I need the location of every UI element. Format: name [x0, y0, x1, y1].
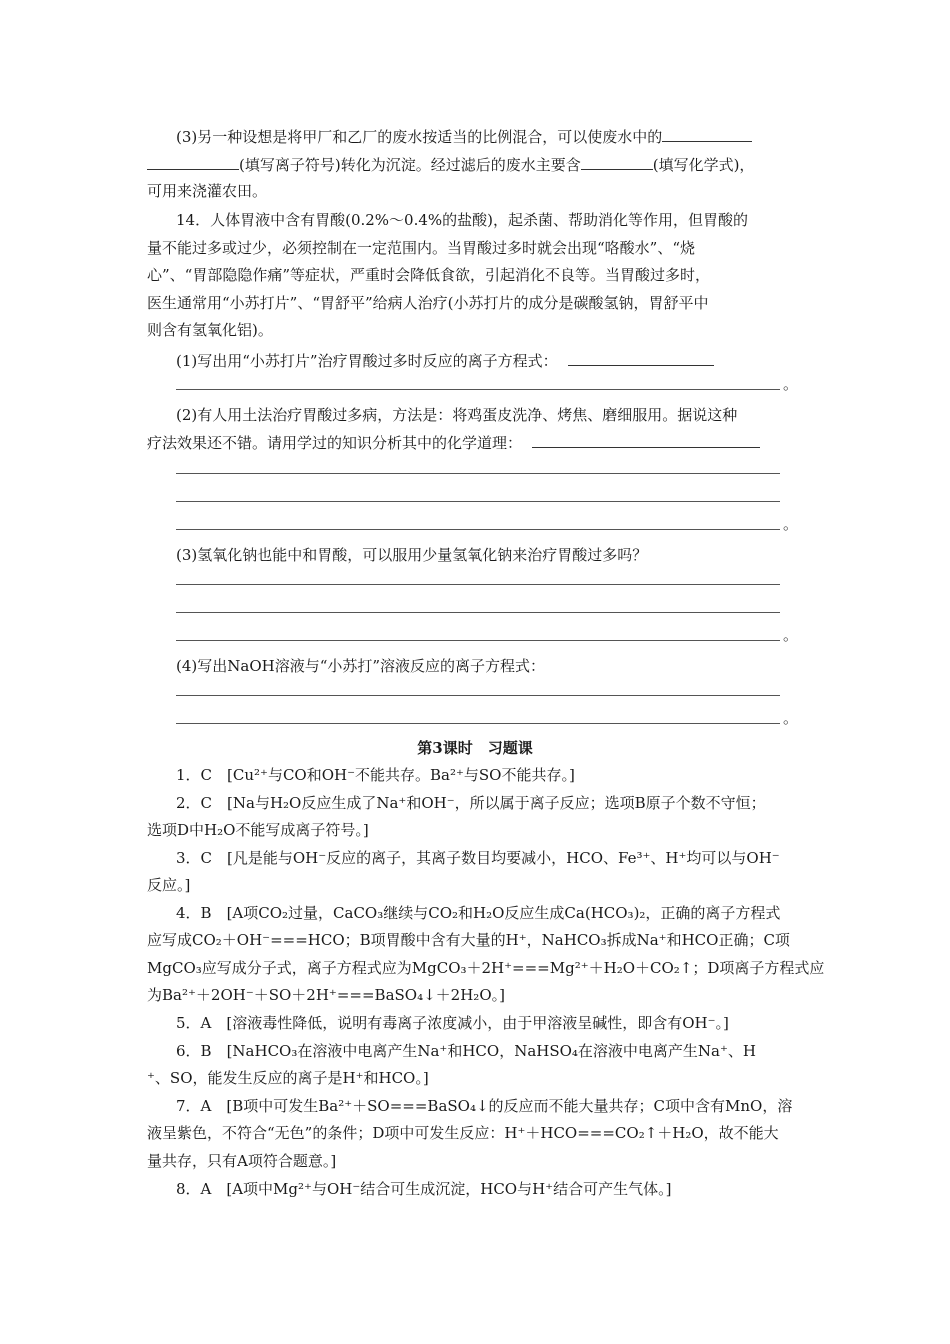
q14-stem-line3: 心”、“胃部隐隐作痛”等症状，严重时会降低食欲，引起消化不良等。当胃酸过多时，	[147, 266, 711, 284]
answer-line[interactable]	[176, 584, 780, 585]
q14-sub2-line2: 疗法效果还不错。请用学过的知识分析其中的化学道理：	[147, 432, 760, 453]
q14-sub4: (4)写出NaOH溶液与“小苏打”溶液反应的离子方程式：	[176, 657, 546, 675]
answer-4-line3: MgCO₃应写成分子式，离子方程式应为MgCO₃＋2H⁺===Mg²⁺＋H₂O＋CO₂↑；D项离子方程式应	[147, 959, 825, 977]
q14-stem-line4: 医生通常用“小苏打片”、“胃舒平”给病人治疗(小苏打片的成分是碳酸氢钠，胃舒平中	[147, 294, 709, 312]
q14-stem-line2: 量不能过多或过少，必须控制在一定范围内。当胃酸过多时就会出现“咯酸水”、“烧	[147, 239, 696, 257]
answer-3-line1: 3．C [凡是能与OH⁻反应的离子，其离子数目均要减小，HCO、Fe³⁺、H⁺均可以与OH⁻	[176, 849, 780, 867]
answer-line[interactable]	[176, 640, 780, 641]
answer-7-line2: 液呈紫色，不符合“无色”的条件；D项中可发生反应：H⁺＋HCO===CO₂↑＋H₂O，故不能大	[147, 1124, 779, 1142]
answer-2-line1: 2．C [Na与H₂O反应生成了Na⁺和OH⁻，所以属于离子反应；选项B原子个数不守恒；	[176, 794, 766, 812]
answer-line[interactable]	[176, 389, 780, 390]
answer-blank[interactable]	[532, 432, 760, 448]
answer-line[interactable]	[176, 473, 780, 474]
section-heading: 第3课时 习题课	[417, 739, 533, 757]
answer-line[interactable]	[176, 695, 780, 696]
answer-5: 5．A [溶液毒性降低，说明有毒离子浓度减小，由于甲溶液呈碱性，即含有OH⁻。]	[176, 1014, 729, 1032]
answer-7-line3: 量共存，只有A项符合题意。]	[147, 1152, 337, 1170]
period-mark: 。	[783, 515, 799, 533]
answer-blank[interactable]	[568, 350, 714, 366]
period-mark: 。	[783, 375, 799, 393]
answer-1: 1．C [Cu²⁺与CO和OH⁻不能共存。Ba²⁺与SO不能共存。]	[176, 766, 575, 784]
answer-8: 8．A [A项中Mg²⁺与OH⁻结合可生成沉淀，HCO与H⁺结合可产生气体。]	[176, 1180, 672, 1198]
q13-part3-line2: (填写离子符号)转化为沉淀。经过滤后的废水主要含 (填写化学式)，	[147, 154, 754, 175]
answer-line[interactable]	[176, 501, 780, 502]
answer-6-line1: 6．B [NaHCO₃在溶液中电离产生Na⁺和HCO，NaHSO₄在溶液中电离产生Na⁺、H	[176, 1042, 756, 1060]
answer-6-line2: ⁺、SO，能发生反应的离子是H⁺和HCO。]	[147, 1069, 429, 1087]
q13-part3-line3: 可用来浇灌农田。	[147, 182, 268, 200]
answer-blank[interactable]	[581, 154, 653, 170]
answer-3-line2: 反应。]	[147, 876, 191, 894]
answer-line[interactable]	[176, 723, 780, 724]
period-mark: 。	[783, 626, 799, 644]
q14-stem-line5: 则含有氢氧化铝)。	[147, 321, 273, 339]
answer-4-line4: 为Ba²⁺＋2OH⁻＋SO＋2H⁺===BaSO₄↓＋2H₂O。]	[147, 986, 505, 1004]
answer-7-line1: 7．A [B项中可发生Ba²⁺＋SO===BaSO₄↓的反应而不能大量共存；C项中含有MnO，溶	[176, 1097, 793, 1115]
q14-stem-line1: 14．人体胃液中含有胃酸(0.2%～0.4%的盐酸)，起杀菌、帮助消化等作用，但胃酸的	[176, 211, 749, 229]
q14-sub3: (3)氢氧化钠也能中和胃酸，可以服用少量氢氧化钠来治疗胃酸过多吗？	[176, 546, 648, 564]
q13-part3-line1: (3)另一种设想是将甲厂和乙厂的废水按适当的比例混合，可以使废水中的	[176, 126, 752, 147]
q14-sub1: (1)写出用“小苏打片”治疗胃酸过多时反应的离子方程式：	[176, 350, 714, 371]
answer-blank[interactable]	[662, 126, 752, 142]
answer-line[interactable]	[176, 529, 780, 530]
period-mark: 。	[783, 709, 799, 727]
q14-sub2-line1: (2)有人用土法治疗胃酸过多病，方法是：将鸡蛋皮洗净、烤焦、磨细服用。据说这种	[176, 406, 738, 424]
answer-2-line2: 选项D中H₂O不能写成离子符号。]	[147, 821, 369, 839]
answer-blank[interactable]	[147, 154, 239, 170]
answer-line[interactable]	[176, 612, 780, 613]
answer-4-line1: 4．B [A项CO₂过量，CaCO₃继续与CO₂和H₂O反应生成Ca(HCO₃)₂，正确的离子方程式	[176, 904, 781, 922]
answer-4-line2: 应写成CO₂＋OH⁻===HCO；B项胃酸中含有大量的H⁺，NaHCO₃拆成Na⁺和HCO正确；C项	[147, 931, 790, 949]
